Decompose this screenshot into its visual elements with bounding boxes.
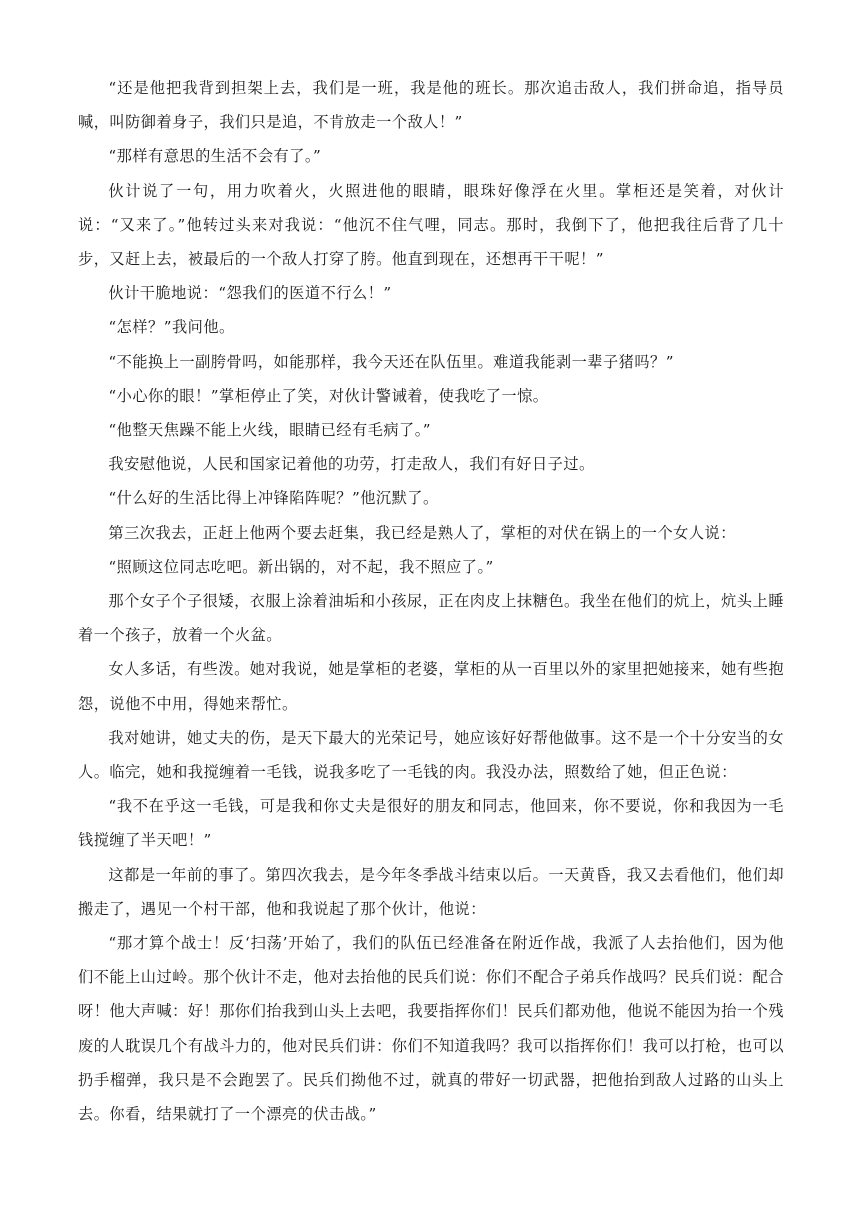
- paragraph: 我对她讲，她丈夫的伤，是天下最大的光荣记号，她应该好好帮他做事。这不是一个十分安当的女人。临完，她和我搅缠着一毛钱，说我多吃了一毛钱的肉。我没办法，照数给了她，但正色说：: [78, 728, 784, 782]
- paragraph: 伙计说了一句，用力吹着火，火照进他的眼睛，眼珠好像浮在火里。掌柜还是笑着，对伙计说：“又来了。”他转过头来对我说：“他沉不住气哩，同志。那时，我倒下了，他把我往后背了几十步，又赶上去，被最后的一个敌人打穿了胯。他直到现在，还想再干干呢！”: [78, 181, 784, 269]
- paragraph: 那个女子个子很矮，衣服上涂着油垢和小孩尿，正在肉皮上抹糖色。我坐在他们的炕上，炕头上睡着一个孩子，放着一个火盆。: [78, 592, 784, 645]
- paragraph: “我不在乎这一毛钱，可是我和你丈夫是很好的朋友和同志，他回来，你不要说，你和我因为一毛钱搅缠了半天吧！”: [78, 797, 784, 850]
- paragraph: “照顾这位同志吃吧。新出锅的，对不起，我不照应了。”: [108, 557, 494, 576]
- paragraph: 这都是一年前的事了。第四次我去，是今年冬季战斗结束以后。一天黄昏，我又去看他们，他们却搬走了，遇见一个村干部，他和我说起了那个伙计，他说：: [78, 865, 784, 918]
- paragraph: “不能换上一副胯骨吗，如能那样，我今天还在队伍里。难道我能剥一辈子猪吗？”: [108, 352, 674, 371]
- paragraph: “那才算个战士！反‘扫荡’开始了，我们的队伍已经准备在附近作战，我派了人去抬他们，因为他们不能上山过岭。那个伙计不走，他对去抬他的民兵们说：你们不配合子弟兵作战吗？民兵们说：配合呀！他大声喊：好！那你们抬我到山头上去吧，我要指挥你们！民兵们都劝他，他说不能因为抬一个残废的人耽误几个有战斗力的，他对民兵们讲：你们不知道我吗？我可以指挥你们！我可以打枪，也可以扔手榴弹，我只是不会跑罢了。民兵们拗他不过，就真的带好一切武器，把他抬到敌人过路的山头上去。你看，结果就打了一个漂亮的伏击战。”: [78, 934, 784, 1124]
- paragraph: “小心你的眼！”掌柜停止了笑，对伙计警诫着，使我吃了一惊。: [108, 386, 549, 405]
- paragraph: “怎样？”我问他。: [108, 318, 235, 337]
- paragraph: 我安慰他说，人民和国家记着他的功劳，打走敌人，我们有好日子过。: [108, 455, 595, 474]
- paragraph: 女人多话，有些泼。她对我说，她是掌柜的老婆，掌柜的从一百里以外的家里把她接来，她有些抱怨，说他不中用，得她来帮忙。: [78, 660, 784, 713]
- paragraph: 第三次我去，正赶上他两个要去赶集，我已经是熟人了，掌柜的对伏在锅上的一个女人说：: [108, 523, 736, 542]
- paragraph: “他整天焦躁不能上火线，眼睛已经有毛病了。”: [108, 421, 432, 440]
- paragraph: “那样有意思的生活不会有了。”: [108, 147, 322, 166]
- paragraph: “还是他把我背到担架上去，我们是一班，我是他的班长。那次追击敌人，我们拼命追，指导员喊，叫防御着身子，我们只是追，不肯放走一个敌人！”: [78, 79, 784, 132]
- paragraph: 伙计干脆地说：“怨我们的医道不行么！”: [108, 284, 392, 303]
- paragraph: “什么好的生活比得上冲锋陷阵呢？”他沉默了。: [108, 489, 439, 508]
